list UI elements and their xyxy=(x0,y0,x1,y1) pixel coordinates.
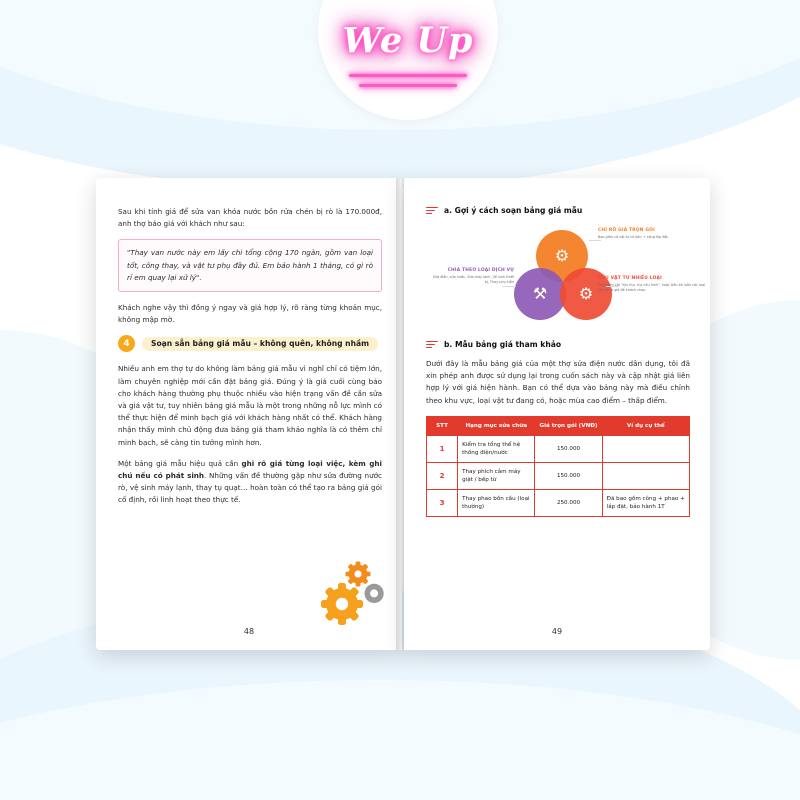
settings-icon: ⚙ xyxy=(578,284,594,303)
cell-note xyxy=(602,462,689,489)
venn-label-desc: Bao gồm cả vật tư có bản + công lắp đặt. xyxy=(598,235,669,239)
venn-label-title: CHIA THEO LOẠI DỊCH VỤ xyxy=(447,268,514,273)
page-number-left: 48 xyxy=(243,627,255,636)
venn-label-title: CHỈ RÕ GIÁ TRỌN GÓI xyxy=(598,228,655,233)
price-table xyxy=(426,416,690,517)
venn-circle-purple xyxy=(514,268,566,320)
cell-item: Thay phao bồn cầu (loại thường) xyxy=(458,489,535,516)
cell-stt: 1 xyxy=(427,435,458,462)
para2-prefix: Một bảng giá mẫu hiệu quả cần xyxy=(118,458,242,468)
body-paragraph-1: Nhiều anh em thợ tự do không làm bảng giá mẫu vì nghĩ chỉ có tiệm lớn, làm chuyên nghiệp mới cần đặt bảng giá. Đúng ý là giá cuối cùng báo cho khách hàng thường phụ thuộc nhiều vào hiện trạng vấn đề cần sửa và giá vật tư, tuy nhiên bảng giá mẫu là một trong những nỗ lực mình có thể thực hiện để minh bạch giá với khách hàng nhất có thể. Khách hàng nhận thấy mình chủ động đưa bảng giá tham khảo nghĩa là có thêm chỉ minh bạch, sẽ càng tin tưởng mình hơn. xyxy=(118,364,382,447)
table-header-item: Hạng mục sửa chữa xyxy=(458,416,535,435)
logo-underline-icon xyxy=(359,84,457,87)
cell-price: 150.000 xyxy=(535,435,602,462)
para2-suffix: . Những vấn đề thường gặp như sửa đường nước rò, vệ sinh máy lạnh, thay tụ quạt… hoàn toàn có thể tạo ra bảng giá gói cố định, rồi linh hoạt theo thực tế. xyxy=(118,471,382,505)
venn-label-desc: Sửa điện, sửa nước, Sửa máy lạnh, Vệ sinh thiết bị, Thay phụ kiện xyxy=(432,275,514,284)
venn-infographic xyxy=(426,224,706,332)
tools-icon: ⚒ xyxy=(532,284,548,303)
cell-price: 150.000 xyxy=(535,462,602,489)
table-header-price: Giá trọn gói (VNĐ) xyxy=(535,416,602,435)
table-header-stt: STT xyxy=(427,416,458,435)
venn-label-desc: Ghi thêm cột "tùy thu, tùy cấu hình", hoặc tiêu kẽ luôn các loại vật tư và giá để khách chọn. xyxy=(598,283,706,292)
cell-stt: 2 xyxy=(427,462,458,489)
bars-icon xyxy=(426,207,438,215)
brand-logo xyxy=(318,0,498,120)
section-heading-4 xyxy=(118,335,382,352)
gears-illustration xyxy=(298,558,388,628)
section-number-badge: 4 xyxy=(118,335,135,352)
intro-paragraph: Sau khi tính giá để sửa van khóa nước bồn rửa chén bị rò là 170.000đ, anh thợ báo giá với khách như sau: xyxy=(118,207,382,229)
cell-note xyxy=(602,435,689,462)
book-page-left xyxy=(96,178,402,650)
venn-label-bottom-right xyxy=(598,276,710,293)
cell-item: Thay phích cắm máy giặt / bếp từ xyxy=(458,462,535,489)
cell-price: 250.000 xyxy=(535,489,602,516)
open-book xyxy=(96,178,710,650)
gear-icon xyxy=(298,558,388,628)
after-quote-paragraph: Khách nghe vậy thì đồng ý ngay và giá hợp lý, rõ ràng từng khoản mục, không mập mờ. xyxy=(118,303,382,325)
page-number-right: 49 xyxy=(551,627,563,636)
para2-bold: ghi rõ giá từng loại việc, kèm ghi chú nếu có phát sinh xyxy=(118,458,382,481)
book-page-right xyxy=(404,178,710,650)
section-b-title: b. Mẫu bảng giá tham khảo xyxy=(444,340,562,349)
table-row xyxy=(427,435,690,462)
section-b-heading xyxy=(426,340,690,349)
table-row xyxy=(427,489,690,516)
section-b-paragraph: Dưới đây là mẫu bảng giá của một thợ sửa điện nước dân dụng, tôi đã xin phép anh được sử dụng lại trong cuốn sách này và cập nhật giá liên hợp lý với giá hiện hành. Bạn có thể dựa vào bảng này mà điều chỉnh theo khu vực, loại vật tư đang có, hoặc mùa cao điểm – thấp điểm. xyxy=(426,359,690,405)
table-header-row xyxy=(427,416,690,435)
bars-icon xyxy=(426,341,438,349)
venn-connector xyxy=(502,286,516,287)
cell-item: Kiểm tra tổng thể hệ thống điện/nước xyxy=(458,435,535,462)
table-row xyxy=(427,462,690,489)
brand-logo-text: We Up xyxy=(342,20,474,61)
venn-connector xyxy=(589,240,601,241)
venn-label-left xyxy=(428,268,514,285)
logo-underline-icon xyxy=(349,74,467,77)
gear-icon: ⚙ xyxy=(554,246,570,265)
section-a-heading xyxy=(426,206,690,215)
venn-label-top-right xyxy=(598,228,708,240)
section-heading-label: Soạn sẵn bảng giá mẫu – không quên, không nhầm xyxy=(142,337,378,351)
cell-stt: 3 xyxy=(427,489,458,516)
section-a-title: a. Gợi ý cách soạn bảng giá mẫu xyxy=(444,206,583,215)
quote-box xyxy=(118,239,382,292)
cell-note: Đã bao gồm công + phao + lắp đặt, bảo hành 1T xyxy=(602,489,689,516)
body-paragraph-2 xyxy=(118,458,382,507)
table-header-note: Ví dụ cụ thể xyxy=(602,416,689,435)
venn-label-title: NẾU VẬT TƯ NHIỀU LOẠI xyxy=(598,276,662,281)
quote-text: "Thay van nước này em lấy chi tổng cộng 170 ngàn, gồm van loại tốt, công thay, và vật tư phụ đầy đủ. Em bảo hành 1 tháng, có gì rò rỉ em quay lại xử lý". xyxy=(127,248,373,282)
